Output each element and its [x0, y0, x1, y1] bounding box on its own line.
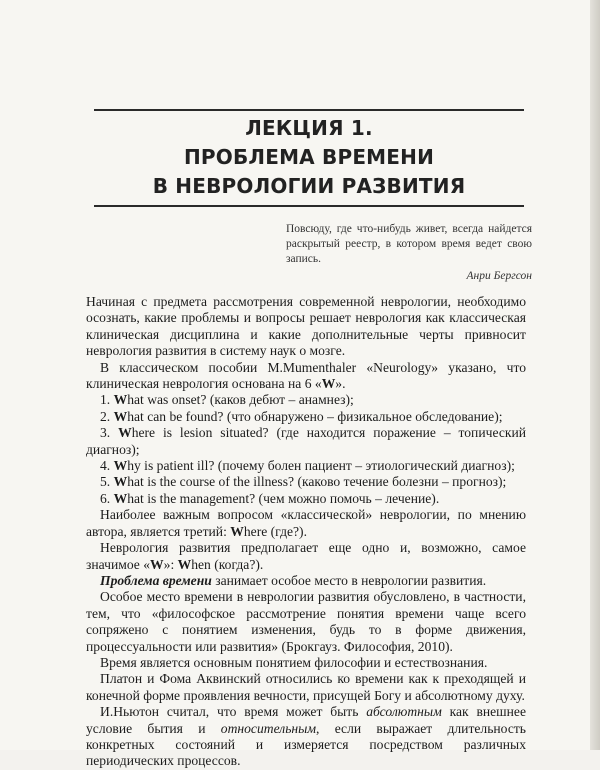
- p4-mid: »:: [163, 556, 178, 572]
- p2-bold: W: [321, 376, 336, 392]
- p5-emphasis: Проблема времени: [100, 572, 212, 588]
- q3-w: W: [118, 425, 132, 441]
- page-title: [94, 114, 524, 201]
- paragraph-9: [86, 704, 526, 770]
- p9-mid: как внешнее условие бытия и: [86, 704, 526, 736]
- paragraph-7: Время является основным понятием философии и естествознания.: [100, 654, 488, 670]
- q3-text: here is lesion situated? (где находится поражение – топический диагноз);: [86, 425, 527, 457]
- p5-text: занимает особое место в неврологии развития.: [211, 572, 487, 588]
- epigraph-author: Анри Бергсон: [466, 270, 532, 282]
- question-5: 5. What is the course of the illness? (каково течение болезни – прогноз);: [100, 474, 507, 490]
- title-bottom-rule: [94, 205, 524, 207]
- title-line-2: ПРОБЛЕМА ВРЕМЕНИ: [183, 145, 435, 169]
- paragraph-8: Платон и Фома Аквинский относились ко времени как к преходящей и конечной форме проявления вечности, присущей Богу и абсолютному духу.: [86, 671, 526, 703]
- paragraph-4: [86, 540, 526, 573]
- q5-w: W: [113, 474, 128, 490]
- epigraph-text: Повсюду, где что-нибудь живет, всегда найдется раскрытый реестр, в котором время ведет свою запись.: [286, 223, 532, 265]
- q1-w: W: [113, 392, 128, 408]
- p9-end: , если выражает длительность конкретных состояний и измеряется посредством различных периодических процессов.: [86, 720, 526, 769]
- p4-text: Неврология развития предполагает еще одно и, возможно, самое значимое «: [86, 540, 526, 572]
- paragraph-5: [86, 573, 526, 589]
- p2-end: ».: [335, 376, 346, 392]
- title-line-1: ЛЕКЦИЯ 1.: [245, 116, 373, 140]
- paragraph-6: Особое место времени в неврологии развития обусловлено, в частности, тем, что «философское рассмотрение понятия времени чаще всего сопряжено с понятием изменения, будь то в форме движения, процессуальности или развития» (Брокгауз. Философия, 2010).: [86, 589, 526, 654]
- q5-text: hat is the course of the illness? (каково течение болезни – прогноз);: [127, 474, 507, 490]
- epigraph: [286, 222, 532, 284]
- paragraph-1: Начиная с предмета рассмотрения современной неврологии, необходимо осознать, какие проблемы и вопросы решает неврология как классическая клиническая дисциплина и какие дополнительные черты привносит неврология развития в систему наук о мозге.: [86, 294, 526, 359]
- p3-w: W: [230, 523, 244, 539]
- paragraph-2: [86, 360, 526, 393]
- question-1: 1. What was onset? (каков дебют – анамнез);: [100, 392, 354, 408]
- q6-w: W: [113, 490, 128, 506]
- p4-w1: W: [150, 556, 164, 572]
- q4-text: hy is patient ill? (почему болен пациент – этиологический диагноз);: [127, 458, 515, 474]
- p9-italic-1: абсолютным: [366, 704, 442, 720]
- p3-text: Наиболее важным вопросом «классической» неврологии, по мнению автора, является третий:: [86, 507, 526, 539]
- question-4: 4. Why is patient ill? (почему болен пациент – этиологический диагноз);: [100, 458, 515, 474]
- q2-text: hat can be found? (что обнаружено – физикальное обследование);: [127, 408, 503, 424]
- title-top-rule: [94, 109, 524, 111]
- q1-text: hat was onset? (каков дебют – анамнез);: [127, 392, 354, 408]
- body-text: [86, 294, 526, 770]
- q2-w: W: [113, 408, 128, 424]
- q6-text: hat is the management? (чем можно помочь – лечение).: [127, 490, 440, 506]
- question-6: 6. What is the management? (чем можно помочь – лечение).: [100, 490, 440, 506]
- page-edge: [590, 0, 600, 750]
- question-2: 2. What can be found? (что обнаружено – физикальное обследование);: [100, 408, 503, 424]
- q4-w: W: [113, 458, 128, 474]
- paragraph-3: [86, 507, 526, 540]
- p3-end: here (где?).: [243, 523, 307, 539]
- question-3: 3. Where is lesion situated? (где находится поражение – топический диагноз);: [86, 425, 527, 457]
- p2-text: В классическом пособии M.Mumenthaler «Neurology» указано, что клиническая неврология основана на 6 «: [86, 359, 526, 392]
- p9-text: И.Ньютон считал, что время может быть: [100, 704, 367, 720]
- p4-end: hen (когда?).: [191, 556, 264, 572]
- p4-w2: W: [177, 556, 192, 572]
- p9-italic-2: относительным: [220, 720, 317, 736]
- title-line-3: В НЕВРОЛОГИИ РАЗВИТИЯ: [152, 174, 466, 198]
